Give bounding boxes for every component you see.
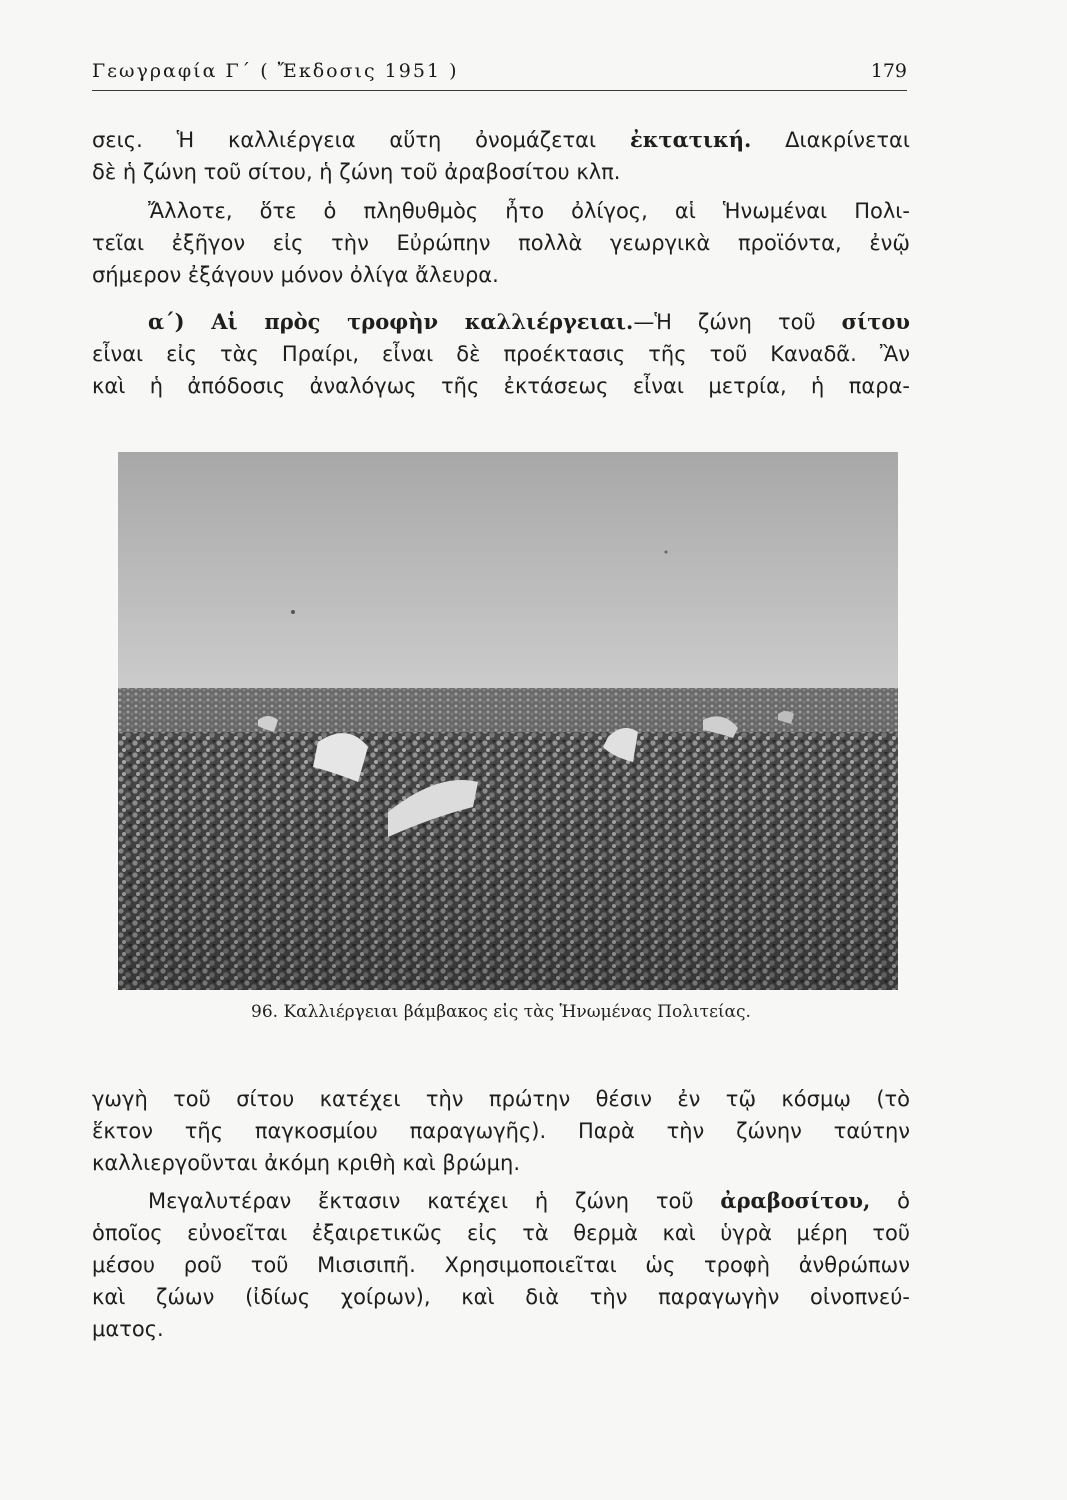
text-line [92, 1185, 910, 1217]
text-line: γωγὴ τοῦ σίτου κατέχει τὴν πρώτην θέσιν ἐν τῷ κόσμῳ (τὸ [92, 1087, 910, 1111]
figure-caption: 96. Καλλιέργειαι βάμβακος εἰς τὰς Ἡνωμένας Πολιτείας. [251, 1002, 751, 1022]
book-title: Γεωγραφία Γ΄ ( Ἔκδοσις 1951 ) [92, 60, 459, 82]
text-line: μέσου ροῦ τοῦ Μισισιπῆ. Χρησιμοποιεῖται ὡς τροφὴ ἀνθρώπων [92, 1253, 910, 1277]
paragraph-wheat-production [92, 1083, 910, 1179]
section-heading: α΄) Αἱ πρὸς τροφὴν καλλιέργειαι. [148, 309, 634, 334]
text-span: σεις. Ἡ καλλιέργεια αὕτη ὀνομάζεται [92, 128, 630, 152]
text-span: —Ἡ ζώνη τοῦ [633, 310, 842, 334]
text-line: καὶ ζώων (ἰδίως χοίρων), καὶ διὰ τὴν παραγωγὴν οἰνοπνεύ- [92, 1285, 910, 1309]
text-line: δὲ ἡ ζώνη τοῦ σίτου, ἡ ζώνη τοῦ ἀραβοσίτου κλπ. [92, 160, 621, 184]
term-wheat: σίτου [841, 309, 910, 334]
text-line: καὶ ἡ ἀπόδοσις ἀναλόγως τῆς ἐκτάσεως εἶναι μετρία, ἡ παρα- [92, 374, 910, 398]
text-line [92, 124, 910, 156]
text-span: Μεγαλυτέραν ἔκτασιν κατέχει ἡ ζώνη τοῦ [148, 1189, 721, 1213]
text-line: καλλιεργοῦνται ἀκόμη κριθὴ καὶ βρώμη. [92, 1151, 521, 1175]
text-line: ὁποῖος εὐνοεῖται ἐξαιρετικῶς εἰς τὰ θερμὰ καὶ ὑγρὰ μέρη τοῦ [92, 1221, 910, 1245]
text-line: εἶναι εἰς τὰς Πραίρι, εἶναι δὲ προέκτασις τῆς τοῦ Καναδᾶ. Ἂν [92, 342, 910, 366]
page-number: 179 [870, 60, 907, 82]
text-span: ὁ [870, 1189, 910, 1213]
text-line: Ἄλλοτε, ὅτε ὁ πληθυθμὸς ἦτο ὀλίγος, αἱ Ἡνωμέναι Πολι- [148, 199, 910, 223]
text-line: σήμερον ἐξάγουν μόνον ὀλίγα ἄλευρα. [92, 263, 499, 287]
text-line [92, 306, 910, 338]
text-line: τεῖαι ἐξῆγον εἰς τὴν Εὐρώπην πολλὰ γεωργικὰ προϊόντα, ἐνῷ [92, 231, 910, 255]
paragraph-exports [92, 195, 910, 291]
term-corn: ἀραβοσίτου, [720, 1188, 871, 1213]
paragraph-corn-belt [92, 1185, 910, 1345]
paragraph-food-crops [92, 306, 910, 402]
photo-illustration [118, 452, 898, 990]
cotton-field-photo [118, 452, 898, 990]
text-span: Διακρίνεται [751, 128, 910, 152]
text-line: ἕκτον τῆς παγκοσμίου παραγωγῆς). Παρὰ τὴν ζώνην ταύτην [92, 1119, 910, 1143]
paragraph-extensive-cultivation [92, 124, 910, 188]
text-line: ματος. [92, 1317, 164, 1341]
term-extensive: ἐκτατική. [629, 127, 752, 152]
running-header [92, 60, 907, 91]
